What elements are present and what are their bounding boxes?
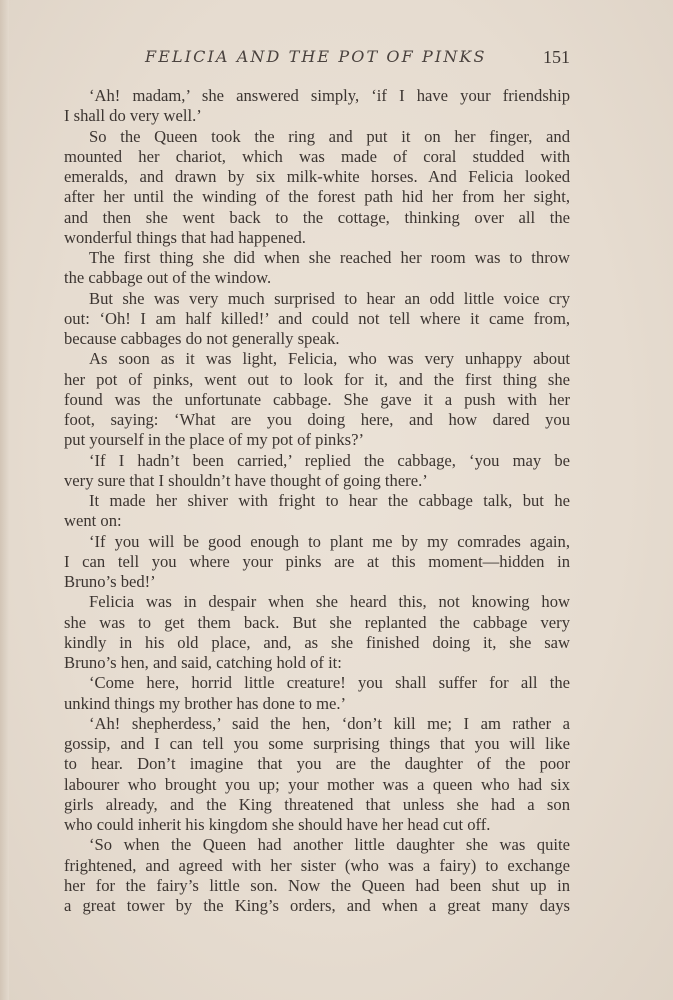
text-line: emeralds, and drawn by six milk-white horses. And Felicia looked: [64, 167, 570, 186]
text-line: wonderful things that had happened.: [64, 227, 306, 247]
text-line: who could inherit his kingdom she should have her head cut off.: [64, 815, 491, 834]
text-line: she was to get them back. But she replanted the cabbage very: [64, 612, 570, 632]
text-line: I shall do very well.’: [64, 106, 202, 126]
text-line: after her until the winding of the forest path hid her from her sight,: [64, 187, 570, 207]
text-line: a great tower by the King’s orders, and when a great many days: [64, 896, 570, 915]
text-line: I can tell you where your pinks are at this moment—hidden in: [64, 551, 570, 571]
text-line: her for the fairy’s little son. Now the Queen had been shut up in: [64, 875, 570, 895]
text-line: the cabbage out of the window.: [64, 268, 272, 288]
text-line: labourer who brought you up; your mother was a queen who had six: [64, 774, 570, 794]
text-line: found was the unfortunate cabbage. She gave it a push with her: [64, 389, 570, 409]
text-line: unkind things my brother has done to me.’: [64, 693, 347, 713]
text-line: out: ‘Oh! I am half killed!’ and could not tell where it came from,: [64, 308, 570, 328]
text-line: mounted her chariot, which was made of coral studded with: [64, 146, 570, 166]
text-line: Bruno’s bed!’: [64, 572, 156, 591]
text-line: went on:: [64, 511, 122, 531]
text-line: ‘If I hadn’t been carried,’ replied the cabbage, ‘you may be: [89, 450, 570, 470]
text-line: So the Queen took the ring and put it on her finger, and: [89, 126, 570, 146]
text-line: foot, saying: ‘What are you doing here, and how dared you: [64, 410, 570, 429]
text-line: very sure that I shouldn’t have thought of going there.’: [64, 470, 428, 490]
text-line: As soon as it was light, Felicia, who was very unhappy about: [89, 349, 570, 369]
text-line: ‘Come here, horrid little creature! you shall suffer for all the: [89, 673, 570, 693]
text-line: kindly in his old place, and, as she finished doing it, she saw: [64, 632, 570, 652]
text-line: ‘Ah! shepherdess,’ said the hen, ‘don’t kill me; I am rather a: [89, 713, 570, 733]
text-line: because cabbages do not generally speak.: [64, 329, 340, 348]
text-line: and then she went back to the cottage, thinking over all the: [64, 207, 570, 227]
text-line: Felicia was in despair when she heard this, not knowing how: [89, 592, 570, 612]
text-line: her pot of pinks, went out to look for it, and the first thing she: [64, 369, 570, 389]
text-line: put yourself in the place of my pot of pinks?’: [64, 430, 365, 450]
text-line: girls already, and the King threatened that unless she had a son: [64, 794, 570, 814]
text-line: gossip, and I can tell you some surprising things that you will like: [64, 734, 570, 753]
text-line: But she was very much surprised to hear an odd little voice cry: [89, 288, 570, 308]
body-text: [64, 86, 570, 916]
page-gutter: [0, 0, 9, 1000]
text-line: frightened, and agreed with her sister (who was a fairy) to exchange: [64, 855, 570, 875]
text-line: ‘So when the Queen had another little daughter she was quite: [89, 835, 570, 855]
text-line: Bruno’s hen, and said, catching hold of it:: [64, 653, 342, 672]
page-number: 151: [543, 47, 570, 67]
text-line: ‘If you will be good enough to plant me by my comrades again,: [89, 531, 570, 551]
text-line: to hear. Don’t imagine that you are the daughter of the poor: [64, 754, 570, 774]
text-line: ‘Ah! madam,’ she answered simply, ‘if I have your friendship: [89, 86, 570, 105]
text-line: It made her shiver with fright to hear the cabbage talk, but he: [89, 491, 570, 510]
text-line: The first thing she did when she reached her room was to throw: [89, 248, 570, 267]
running-head: FELICIA AND THE POT OF PINKS: [145, 47, 487, 66]
